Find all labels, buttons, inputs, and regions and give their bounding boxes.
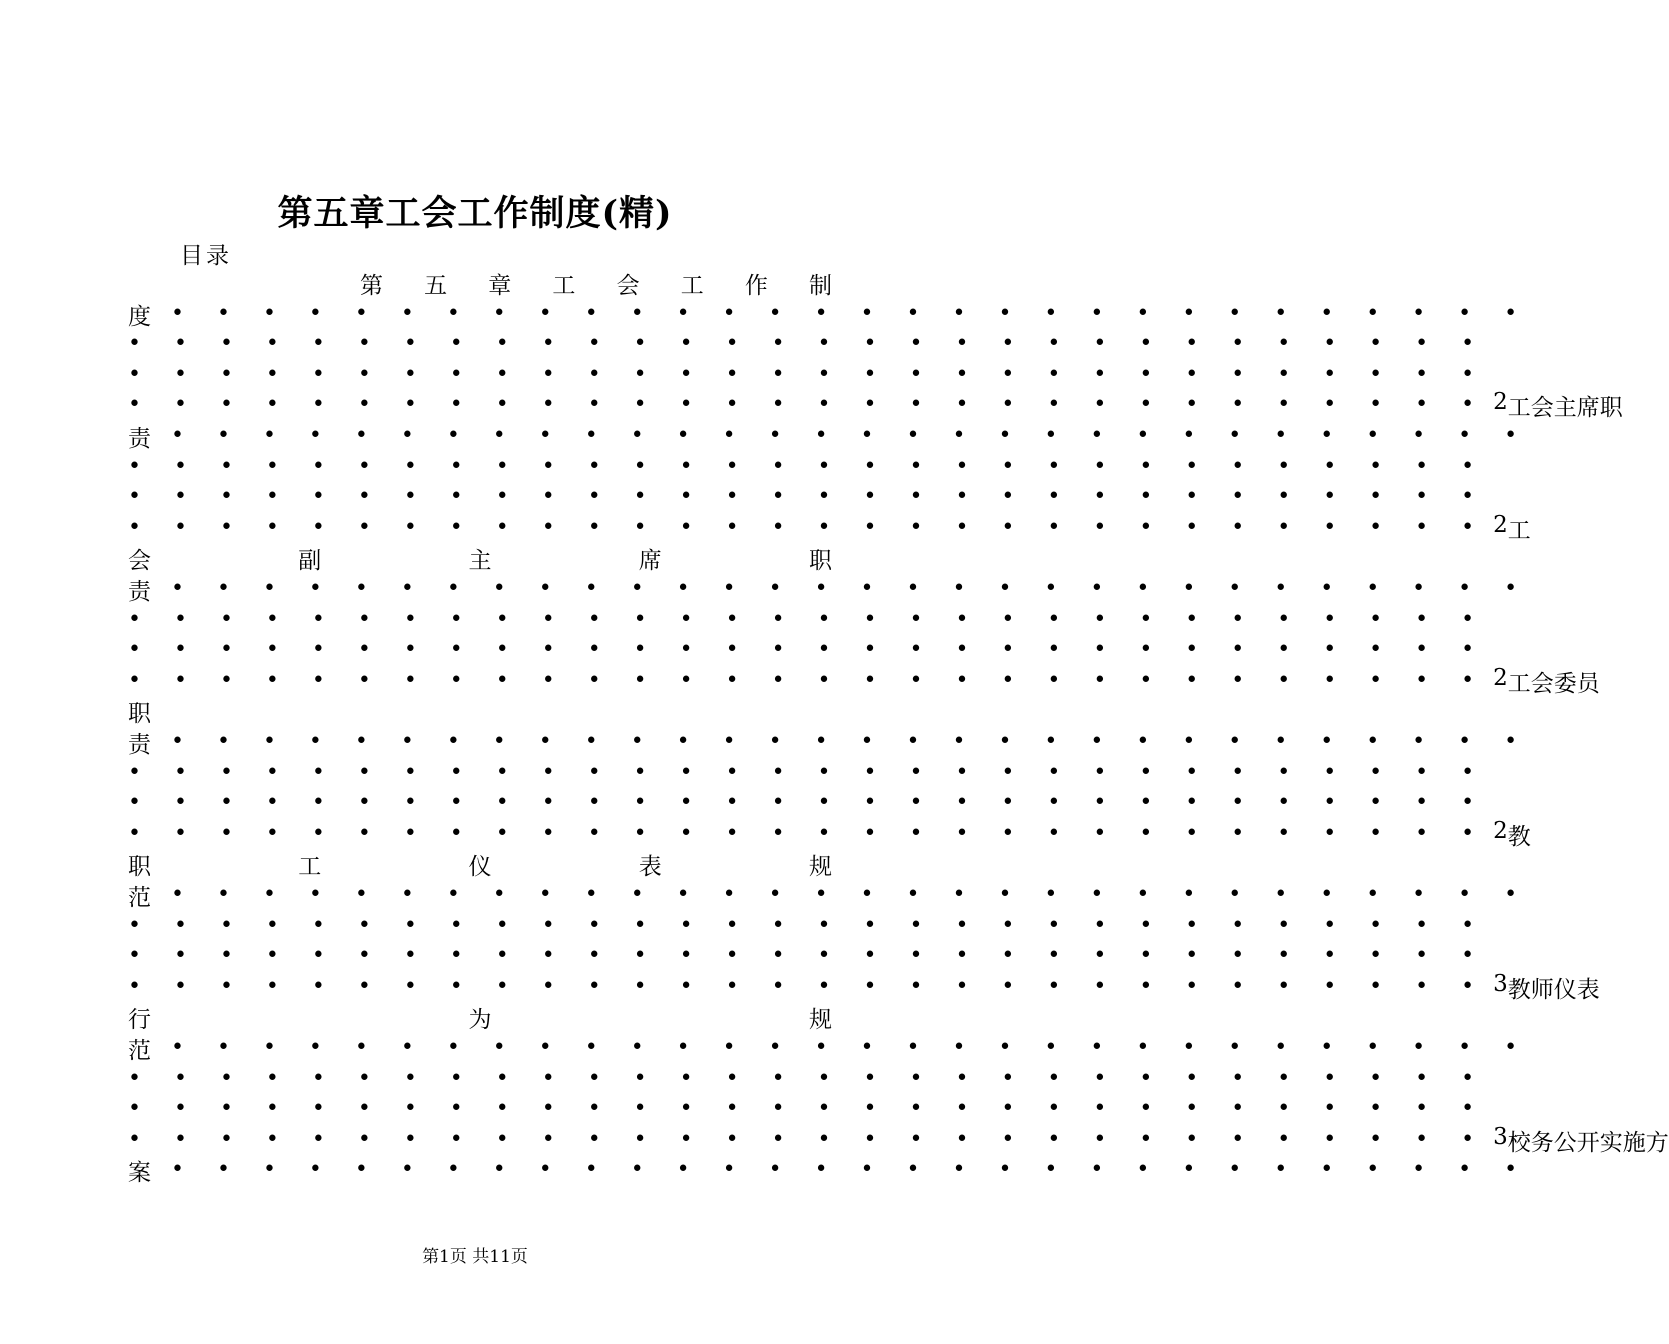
toc-title-char: 职 — [128, 700, 151, 727]
toc-title-char: 实 — [1599, 1129, 1623, 1156]
toc-line — [128, 664, 1600, 697]
toc-title-chars — [1493, 512, 1531, 545]
toc-line — [128, 911, 1488, 941]
toc-title-char: 务 — [1530, 1129, 1554, 1156]
toc-line — [128, 941, 1488, 971]
toc-title-char: 主 — [1553, 394, 1577, 421]
toc-title-chars — [1493, 971, 1600, 1004]
toc-title-char: 校 — [1507, 1129, 1531, 1156]
dot-leader: • • • • • • • • • • • • • • • • • • • • • • • • • • • • • • — [128, 821, 1488, 846]
toc-title-char: 第 — [360, 272, 383, 299]
toc-page-number: 3 — [1493, 970, 1508, 997]
toc-title-char: 工 — [552, 272, 576, 299]
dot-leader: • • • • • • • • • • • • • • • • • • • • • • • • • • • • • • — [171, 882, 1531, 907]
dot-leader: • • • • • • • • • • • • • • • • • • • • • • • • • • • • • • — [128, 974, 1488, 999]
toc-title-char: 规 — [809, 853, 832, 880]
toc-line — [128, 1002, 832, 1032]
toc-title-char: 工 — [1507, 517, 1531, 544]
dot-leader: • • • • • • • • • • • • • • • • • • • • • • • • • • • • • • — [128, 760, 1488, 785]
dot-leader: • • • • • • • • • • • • • • • • • • • • • • • • • • • • • • — [128, 790, 1488, 815]
toc-title-char: 会 — [616, 272, 640, 299]
toc-page-number: 3 — [1493, 1123, 1508, 1150]
dot-leader: • • • • • • • • • • • • • • • • • • • • • • • • • • • • • • — [171, 1035, 1531, 1060]
dot-leader: • • • • • • • • • • • • • • • • • • • • • • • • • • • • • • — [171, 1157, 1531, 1182]
toc-title-char: 主 — [468, 547, 492, 574]
dot-leader: • • • • • • • • • • • • • • • • • • • • • • • • • • • • • • — [128, 362, 1488, 387]
toc-title-char: 章 — [488, 272, 512, 299]
toc-title-char: 范 — [128, 1037, 151, 1064]
document-title: 第五章工会工作制度(精) — [277, 193, 673, 234]
toc-title-char: 方 — [1645, 1129, 1669, 1156]
dot-leader: • • • • • • • • • • • • • • • • • • • • • • • • • • • • • • — [128, 637, 1488, 662]
toc-title-char: 职 — [1599, 394, 1623, 421]
toc-line — [128, 880, 1531, 911]
toc-title-char: 施 — [1622, 1129, 1646, 1156]
toc-title-char: 仪 — [468, 853, 492, 880]
toc-title-char: 仪 — [1553, 976, 1577, 1003]
toc-title-char: 席 — [638, 547, 662, 574]
toc-line — [128, 696, 832, 726]
toc-title-char: 工 — [1507, 394, 1531, 421]
toc-line — [128, 970, 1600, 1003]
toc-title-char: 公 — [1553, 1129, 1577, 1156]
toc-line — [128, 1123, 1669, 1156]
toc-line — [128, 452, 1488, 482]
toc-line — [128, 1033, 1531, 1064]
toc-page-number: 2 — [1493, 388, 1508, 415]
toc-line — [128, 421, 1531, 452]
toc-title-char: 员 — [1576, 670, 1600, 697]
toc-title-char: 表 — [1576, 976, 1600, 1003]
toc-line — [128, 727, 1531, 758]
dot-leader: • • • • • • • • • • • • • • • • • • • • • • • • • • • • • • — [128, 1127, 1488, 1152]
dot-leader: • • • • • • • • • • • • • • • • • • • • • • • • • • • • • • — [128, 454, 1488, 479]
toc-title-chars — [360, 267, 832, 300]
dot-leader: • • • • • • • • • • • • • • • • • • • • • • • • • • • • • • — [128, 484, 1488, 509]
toc-heading: 目录 — [180, 243, 232, 269]
toc-title-chars — [1493, 1124, 1669, 1157]
toc-title-char: 师 — [1530, 976, 1554, 1003]
toc-line — [360, 268, 832, 298]
toc-title-char: 表 — [638, 853, 662, 880]
toc-title-char: 作 — [744, 272, 768, 299]
toc-title-char: 教 — [1507, 823, 1531, 850]
toc-line — [128, 574, 1531, 605]
toc-line — [128, 817, 1531, 850]
toc-title-char: 会 — [128, 547, 151, 574]
toc-title-char: 五 — [424, 272, 448, 299]
toc-title-char: 责 — [128, 578, 151, 605]
dot-leader: • • • • • • • • • • • • • • • • • • • • • • • • • • • • • • — [171, 729, 1531, 754]
toc-line — [128, 482, 1488, 512]
toc-title-char: 为 — [468, 1006, 492, 1033]
dot-leader: • • • • • • • • • • • • • • • • • • • • • • • • • • • • • • — [128, 392, 1488, 417]
dot-leader: • • • • • • • • • • • • • • • • • • • • • • • • • • • • • • — [128, 515, 1488, 540]
toc-title-char: 会 — [1530, 670, 1554, 697]
toc-title-char: 副 — [298, 547, 322, 574]
toc-page-number: 2 — [1493, 664, 1508, 691]
toc-title-char: 职 — [809, 547, 832, 574]
toc-line — [128, 1094, 1488, 1124]
toc-title-chars — [1493, 665, 1600, 698]
toc-title-char: 工 — [298, 853, 322, 880]
toc-line — [128, 758, 1488, 788]
toc-title-char: 责 — [128, 425, 151, 452]
toc-line — [128, 299, 1531, 330]
toc-title-char: 会 — [1530, 394, 1554, 421]
dot-leader: • • • • • • • • • • • • • • • • • • • • • • • • • • • • • • — [171, 301, 1531, 326]
dot-leader: • • • • • • • • • • • • • • • • • • • • • • • • • • • • • • — [128, 1066, 1488, 1091]
toc-line — [128, 543, 832, 573]
toc-line — [128, 511, 1531, 544]
page-footer: 第1页 共11页 — [422, 1247, 528, 1267]
toc-title-char: 范 — [128, 884, 151, 911]
toc-line — [128, 360, 1488, 390]
toc-title-char: 职 — [128, 853, 151, 880]
toc-title-char: 行 — [128, 1006, 151, 1033]
toc-line — [128, 849, 832, 879]
dot-leader: • • • • • • • • • • • • • • • • • • • • • • • • • • • • • • — [171, 576, 1531, 601]
toc-title-char: 教 — [1507, 976, 1531, 1003]
toc-line — [128, 388, 1623, 421]
toc-title-char: 案 — [128, 1159, 151, 1186]
toc-line — [128, 329, 1488, 359]
dot-leader: • • • • • • • • • • • • • • • • • • • • • • • • • • • • • • — [128, 607, 1488, 632]
toc-page-number: 2 — [1493, 817, 1508, 844]
toc-title-char: 制 — [808, 272, 832, 299]
toc-title-char: 委 — [1553, 670, 1577, 697]
toc-title-chars — [1493, 389, 1623, 422]
toc-title-char: 规 — [809, 1006, 832, 1033]
toc-line — [128, 635, 1488, 665]
toc-line — [128, 1064, 1488, 1094]
dot-leader: • • • • • • • • • • • • • • • • • • • • • • • • • • • • • • — [171, 423, 1531, 448]
toc-page-number: 2 — [1493, 511, 1508, 538]
toc-title-char: 席 — [1576, 394, 1600, 421]
toc-line — [128, 788, 1488, 818]
toc-title-char: 工 — [680, 272, 704, 299]
dot-leader: • • • • • • • • • • • • • • • • • • • • • • • • • • • • • • — [128, 1096, 1488, 1121]
dot-leader: • • • • • • • • • • • • • • • • • • • • • • • • • • • • • • — [128, 943, 1488, 968]
toc-line — [128, 1155, 1531, 1186]
dot-leader: • • • • • • • • • • • • • • • • • • • • • • • • • • • • • • — [128, 668, 1488, 693]
toc-title-char: 开 — [1576, 1129, 1600, 1156]
toc-title-char: 工 — [1507, 670, 1531, 697]
toc-title-chars — [1493, 818, 1531, 851]
dot-leader: • • • • • • • • • • • • • • • • • • • • • • • • • • • • • • — [128, 331, 1488, 356]
toc-line — [128, 605, 1488, 635]
dot-leader: • • • • • • • • • • • • • • • • • • • • • • • • • • • • • • — [128, 913, 1488, 938]
toc-title-char: 度 — [128, 303, 151, 330]
toc-title-char: 责 — [128, 731, 151, 758]
